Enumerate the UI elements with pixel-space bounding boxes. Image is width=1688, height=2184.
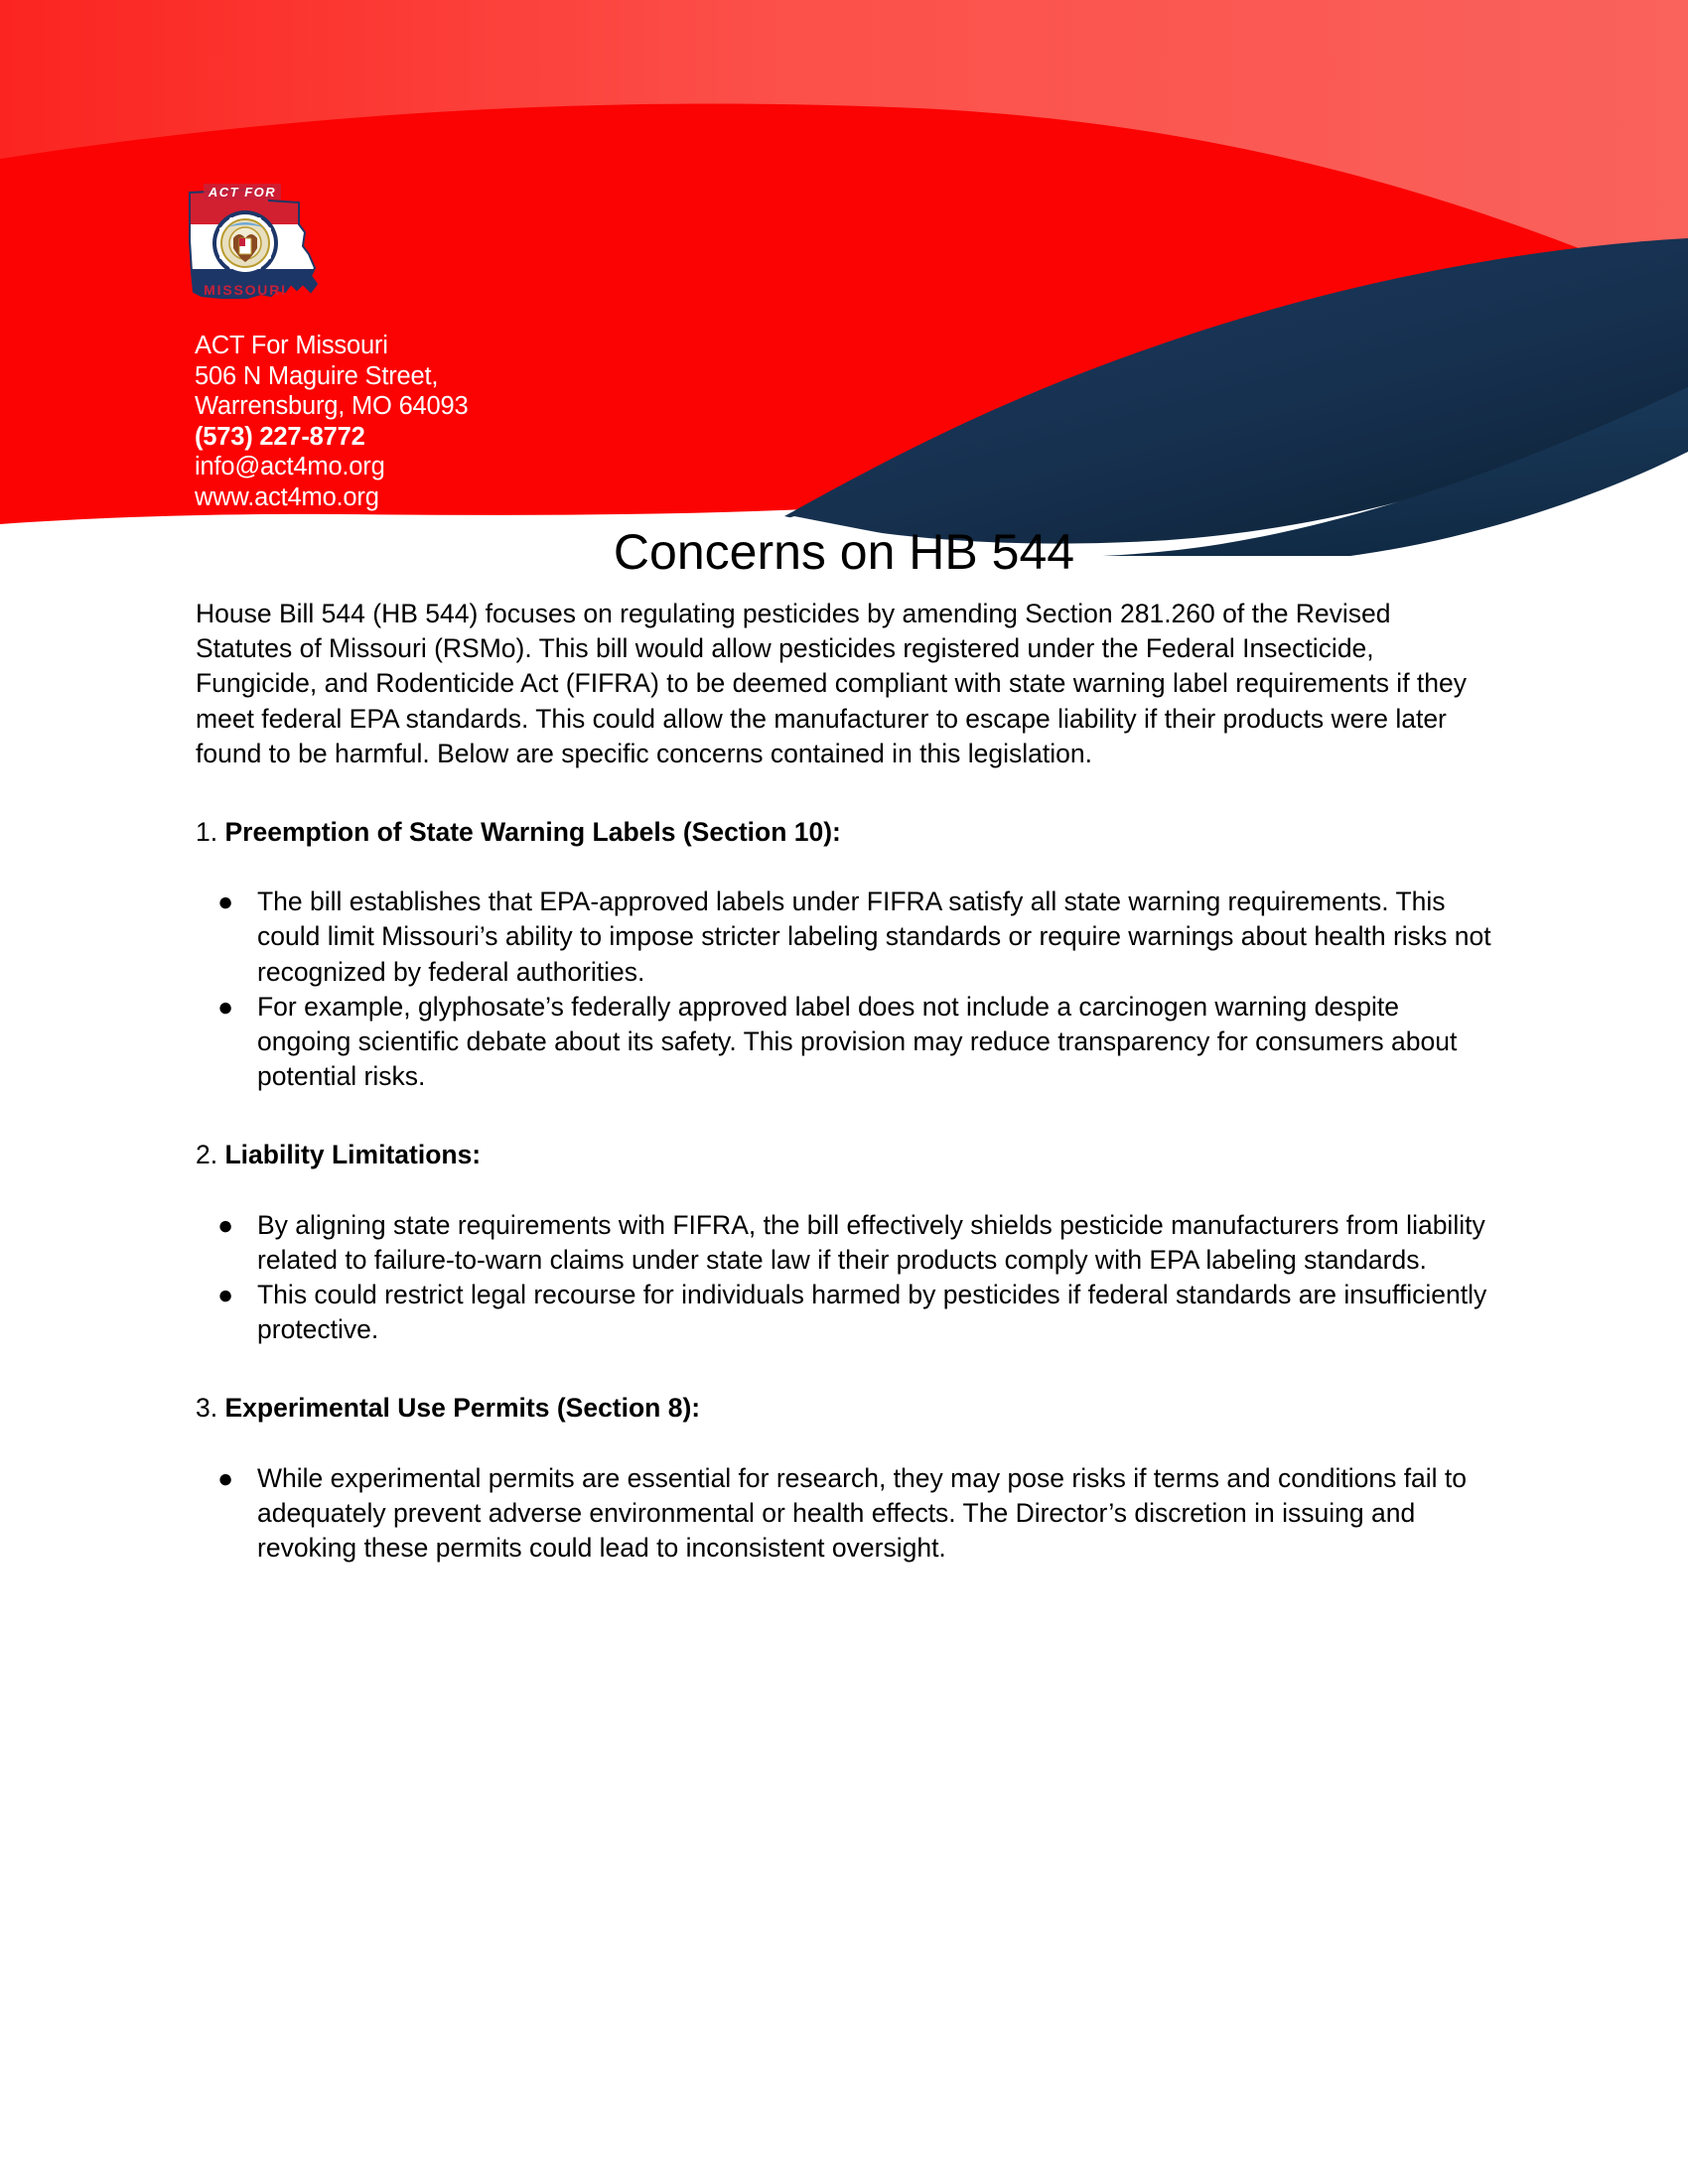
bullet-dot-icon: ● [217,991,234,1022]
page-title: Concerns on HB 544 [613,524,1075,580]
section-heading [196,815,1494,850]
list-item-text: The bill establishes that EPA-approved labels under FIFRA satisfy all state warning requirements. This could limit Missouri’s ability to impose stricter labeling standards or require warnings about health risks not recognized by federal authorities. [257,887,1491,987]
sections-container [196,815,1494,1566]
bullet-dot-icon: ● [217,1209,234,1240]
logo-act-for-text: ACT FOR [208,185,277,200]
list-item-text: By aligning state requirements with FIFRA, the bill effectively shields pesticide manufacturers from liability related to failure-to-warn claims under state law if their products comply with EPA labeling standards. [257,1209,1485,1275]
list-item [196,1461,1494,1567]
section-number: 3. [196,1393,218,1424]
list-item [196,1278,1494,1347]
contact-org-name: ACT For Missouri [195,332,388,359]
contact-phone[interactable]: (573) 227-8772 [195,422,365,451]
section-bullet-list [196,1461,1494,1567]
section-bullet-list [196,1208,1494,1348]
act-for-missouri-logo [182,181,336,313]
section-number: 2. [196,1140,218,1170]
list-item-text: While experimental permits are essential for research, they may pose risks if terms and conditions fail to adequately prevent adverse environmental or health effects. The Director’s discretion in issuing and revoking these permits could lead to inconsistent oversight. [257,1462,1468,1564]
state-seal-shield-quarter [239,238,245,246]
section-heading-text: Experimental Use Permits (Section 8): [224,1393,701,1424]
section-bullet-list [196,885,1494,1094]
section-heading-text: Liability Limitations: [224,1140,482,1170]
bullet-dot-icon: ● [217,887,234,917]
logo-graphic [182,181,336,313]
list-item-text: For example, glyphosate’s federally approved label does not include a carcinogen warning despite ongoing scientific debate about its safety. This provision may reduce transparency for consumers about potential risks. [257,991,1458,1092]
list-item [196,1208,1494,1278]
contact-address-line-2: Warrensburg, MO 64093 [195,392,469,420]
list-item [196,885,1494,990]
contact-email[interactable]: info@act4mo.org [195,453,385,480]
contact-website[interactable]: www.act4mo.org [195,482,379,511]
bullet-dot-icon: ● [217,1280,234,1310]
document-body [196,597,1494,1566]
list-item [196,990,1494,1095]
logo-missouri-text: MISSOURI [204,282,287,298]
list-item-text: This could restrict legal recourse for individuals harmed by pesticides if federal standards are insufficiently protective. [257,1280,1487,1345]
contact-address-line-1: 506 N Maguire Street, [195,361,439,390]
section-heading [196,1138,1494,1172]
section-number: 1. [196,817,218,848]
bullet-dot-icon: ● [217,1462,234,1493]
contact-info-block [195,331,468,512]
section-heading-text: Preemption of State Warning Labels (Section 10): [224,817,841,848]
intro-paragraph: House Bill 544 (HB 544) focuses on regulating pesticides by amending Section 281.260 of the Revised Statutes of Missouri (RSMo). This bill would allow pesticides registered under the Federal Insecticide, Fungicide, and Rodenticide Act (FIFRA) to be deemed compliant with state warning label requirements if they meet federal EPA standards. This could allow the manufacturer to escape liability if their products were later found to be harmful. Below are specific concerns contained in this legislation. [196,599,1468,768]
section-heading [196,1391,1494,1426]
